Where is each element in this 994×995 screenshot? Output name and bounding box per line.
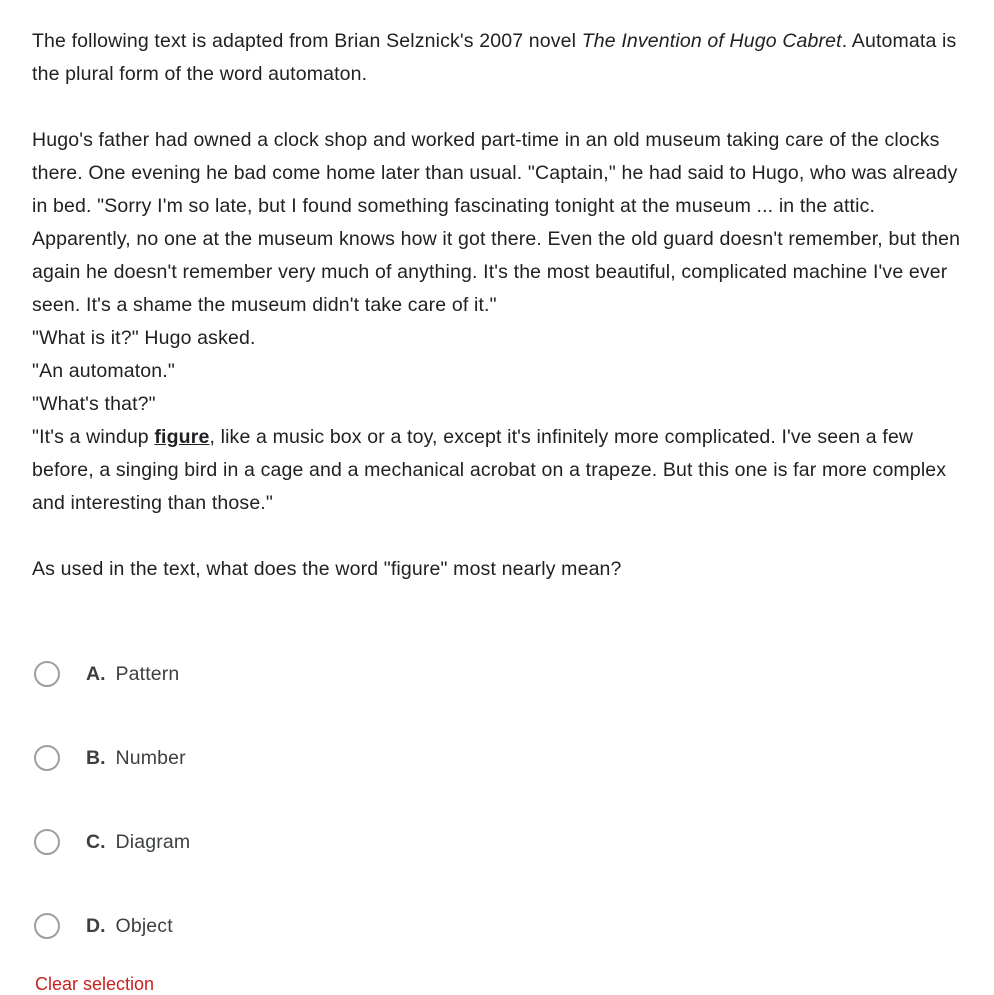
option-text: Number: [115, 746, 186, 769]
option-d[interactable]: [34, 902, 173, 950]
passage-line: "What's that?": [32, 393, 156, 415]
radio-button-icon[interactable]: [34, 829, 60, 855]
question-prompt: As used in the text, what does the word "figure" most nearly mean?: [32, 558, 622, 580]
option-letter: A.: [86, 662, 106, 685]
question-content: [32, 25, 967, 586]
passage-intro: [32, 25, 967, 91]
option-c[interactable]: [34, 818, 190, 866]
radio-button-icon[interactable]: [34, 913, 60, 939]
passage-line: [32, 421, 967, 520]
option-text: Diagram: [115, 830, 191, 853]
line-text-after: , like a music box or a toy, except it's infinitely more complicated. I've seen a few before, a singing bird in a cage and a mechanical acrobat on a trapeze. But this one is far more complex and interesting than those.": [32, 426, 947, 514]
option-letter: C.: [86, 830, 106, 853]
passage-paragraph: Hugo's father had owned a clock shop and worked part-time in an old museum taking care of the clocks there. One evening he bad come home later than usual. "Captain," he had said to Hugo, who was already in bed. "Sorry I'm so late, but I found something fascinating tonight at the museum ... in the attic. Apparently, no one at the museum knows how it got there. Even the old guard doesn't remember, but then again he doesn't remember very much of anything. It's the most beautiful, complicated machine I've ever seen. It's a shame the museum didn't take care of it.": [32, 129, 961, 316]
passage-line: "What is it?" Hugo asked.: [32, 327, 256, 349]
radio-button-icon[interactable]: [34, 661, 60, 687]
option-a[interactable]: [34, 650, 179, 698]
passage-line: "An automaton.": [32, 360, 175, 382]
option-b[interactable]: [34, 734, 186, 782]
intro-suffix: . Automata is the plural form of the word automaton.: [32, 30, 957, 85]
passage-text: [32, 124, 967, 520]
book-title: The Invention of Hugo Cabret: [581, 30, 842, 52]
highlighted-word: figure: [154, 426, 210, 448]
option-letter: D.: [86, 914, 106, 937]
line-text-before: "It's a windup: [32, 426, 155, 448]
option-letter: B.: [86, 746, 106, 769]
intro-prefix: The following text is adapted from Brian Selznick's 2007 novel: [32, 30, 582, 52]
clear-selection-link[interactable]: Clear selection: [35, 974, 155, 994]
option-text: Pattern: [115, 662, 180, 685]
option-text: Object: [115, 914, 173, 937]
radio-button-icon[interactable]: [34, 745, 60, 771]
